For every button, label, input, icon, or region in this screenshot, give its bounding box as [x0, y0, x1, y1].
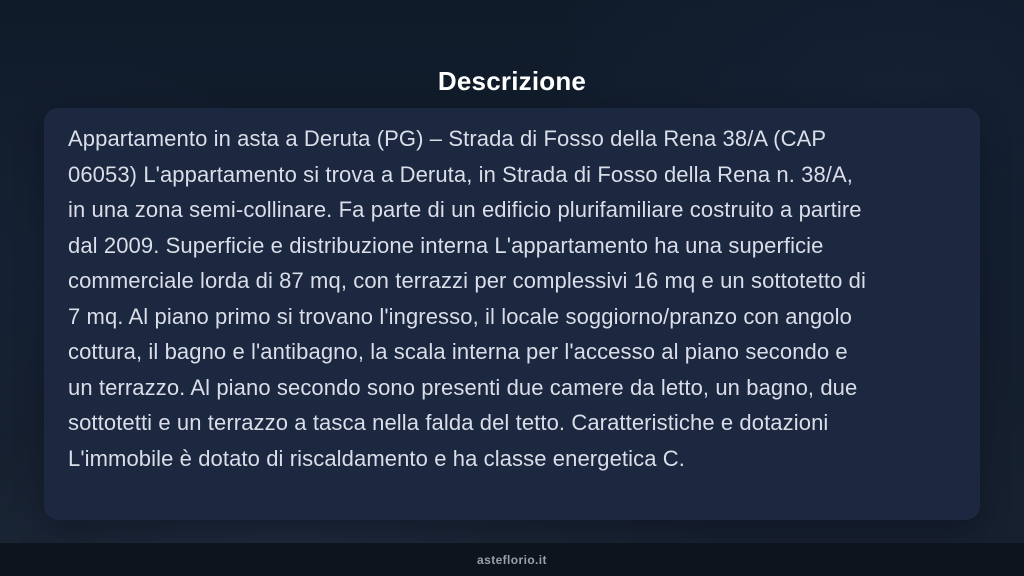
description-line: in una zona semi-collinare. Fa parte di un edificio plurifamiliare costruito a partire	[68, 197, 862, 222]
description-line: 06053) L'appartamento si trova a Deruta, in Strada di Fosso della Rena n. 38/A,	[68, 161, 853, 187]
description-line: sottotetti e un terrazzo a tasca nella falda del tetto. Caratteristiche e dotazioni	[68, 410, 829, 435]
description-line: 7 mq. Al piano primo si trovano l'ingresso, il locale soggiorno/pranzo con angolo	[68, 303, 852, 329]
page-title: Descrizione	[437, 66, 587, 97]
description-line: Appartamento in asta a Deruta (PG) – Strada di Fosso della Rena 38/A (CAP	[68, 126, 827, 151]
footer-bar	[0, 543, 1024, 576]
watermark-text: asteflorio.it	[477, 552, 547, 567]
description-line: cottura, il bagno e l'antibagno, la scala interna per l'accesso al piano secondo e	[68, 339, 848, 364]
description-line: un terrazzo. Al piano secondo sono presenti due camere da letto, un bagno, due	[68, 374, 858, 400]
description-text	[68, 121, 956, 476]
description-line: commerciale lorda di 87 mq, con terrazzi per complessivi 16 mq e un sottotetto di	[68, 268, 867, 293]
description-line: L'immobile è dotato di riscaldamento e ha classe energetica C.	[68, 445, 685, 471]
description-line: dal 2009. Superficie e distribuzione interna L'appartamento ha una superficie	[68, 232, 824, 258]
description-panel	[44, 108, 980, 520]
